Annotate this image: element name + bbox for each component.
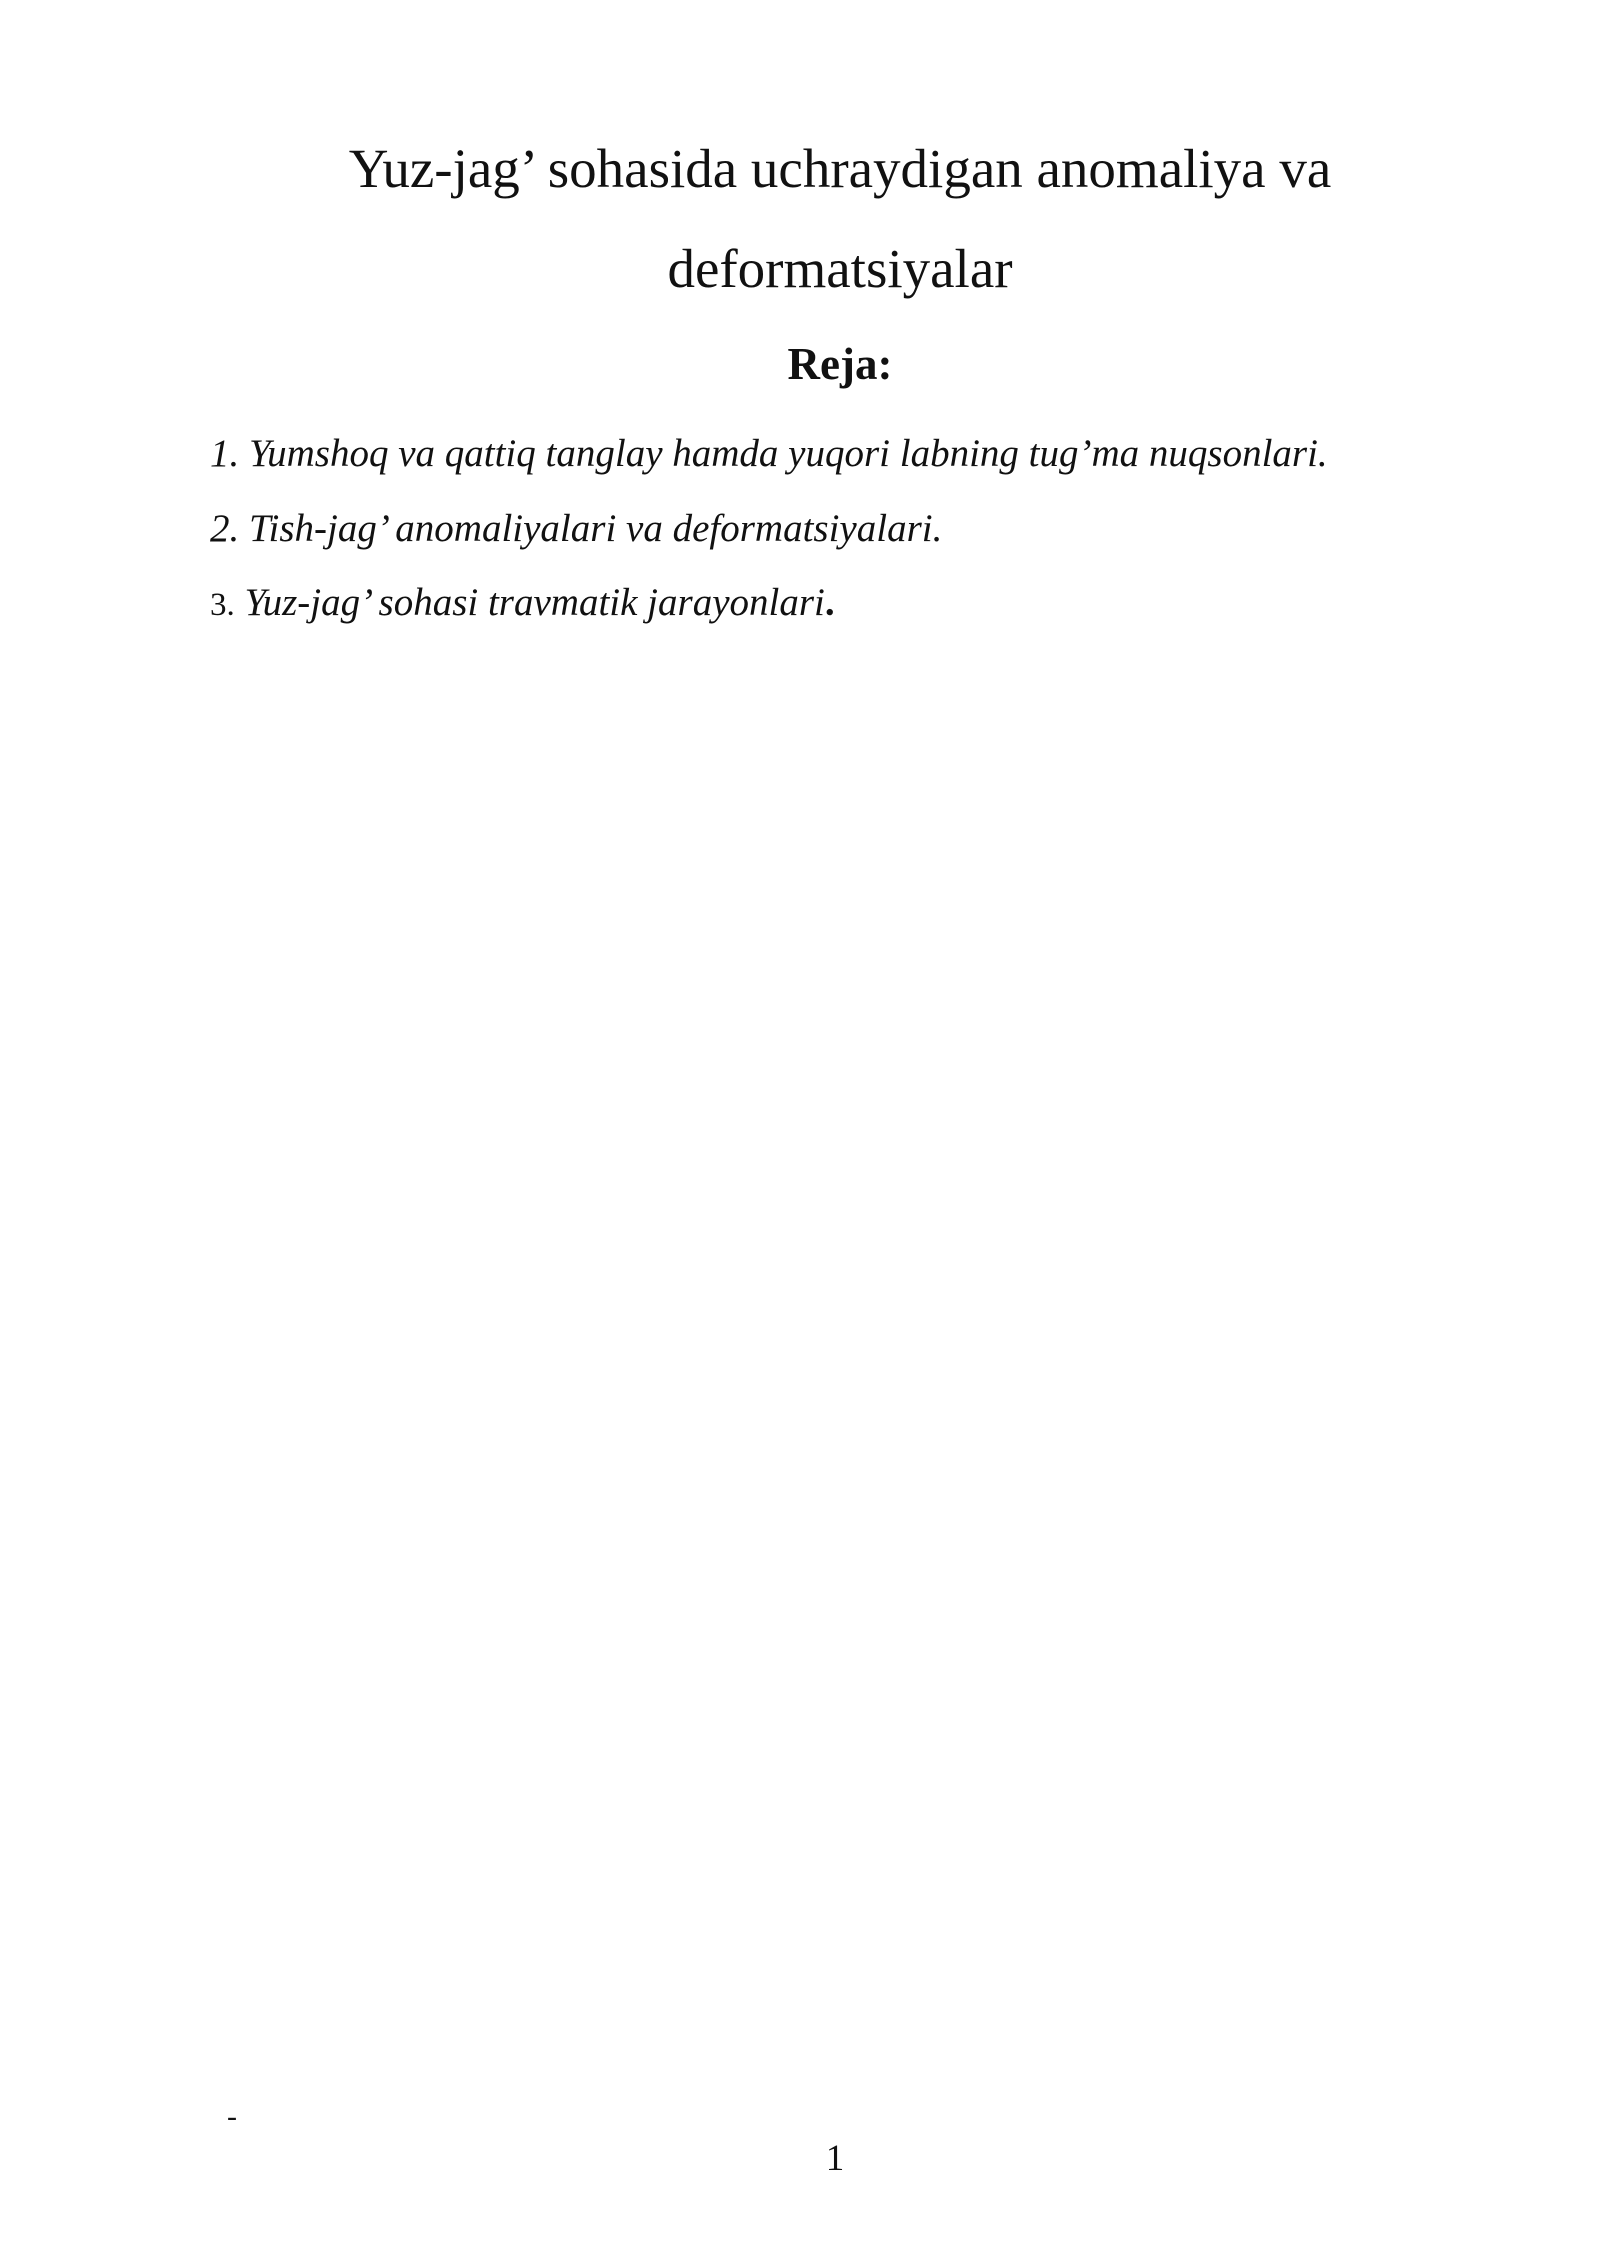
page-number: 1 [825,2138,845,2179]
plan-item-1 [210,434,1328,473]
document-title-line-2: deformatsiyalar [667,238,1013,299]
plan-item-3 [210,583,835,622]
plan-heading: Reja: [787,339,893,389]
plan-item-number: 1. [210,432,240,475]
plan-item-text: Yumshoq va qattiq tanglay hamda yuqori labning tug’ma nuqsonlari. [249,432,1328,475]
plan-item-period: . [824,581,835,624]
plan-item-text: Yuz-jag’ sohasi travmatik jarayonlari [244,581,825,624]
document-title-line-1: Yuz-jag’ sohasida uchraydigan anomaliya va [348,138,1332,199]
plan-item-text: Tish-jag’ anomaliyalari va deformatsiyalari. [249,507,943,550]
plan-item-number: 3. [210,587,235,623]
footer-dash-mark: - [227,2100,237,2133]
plan-item-2 [210,509,942,548]
plan-item-number: 2. [210,507,240,550]
